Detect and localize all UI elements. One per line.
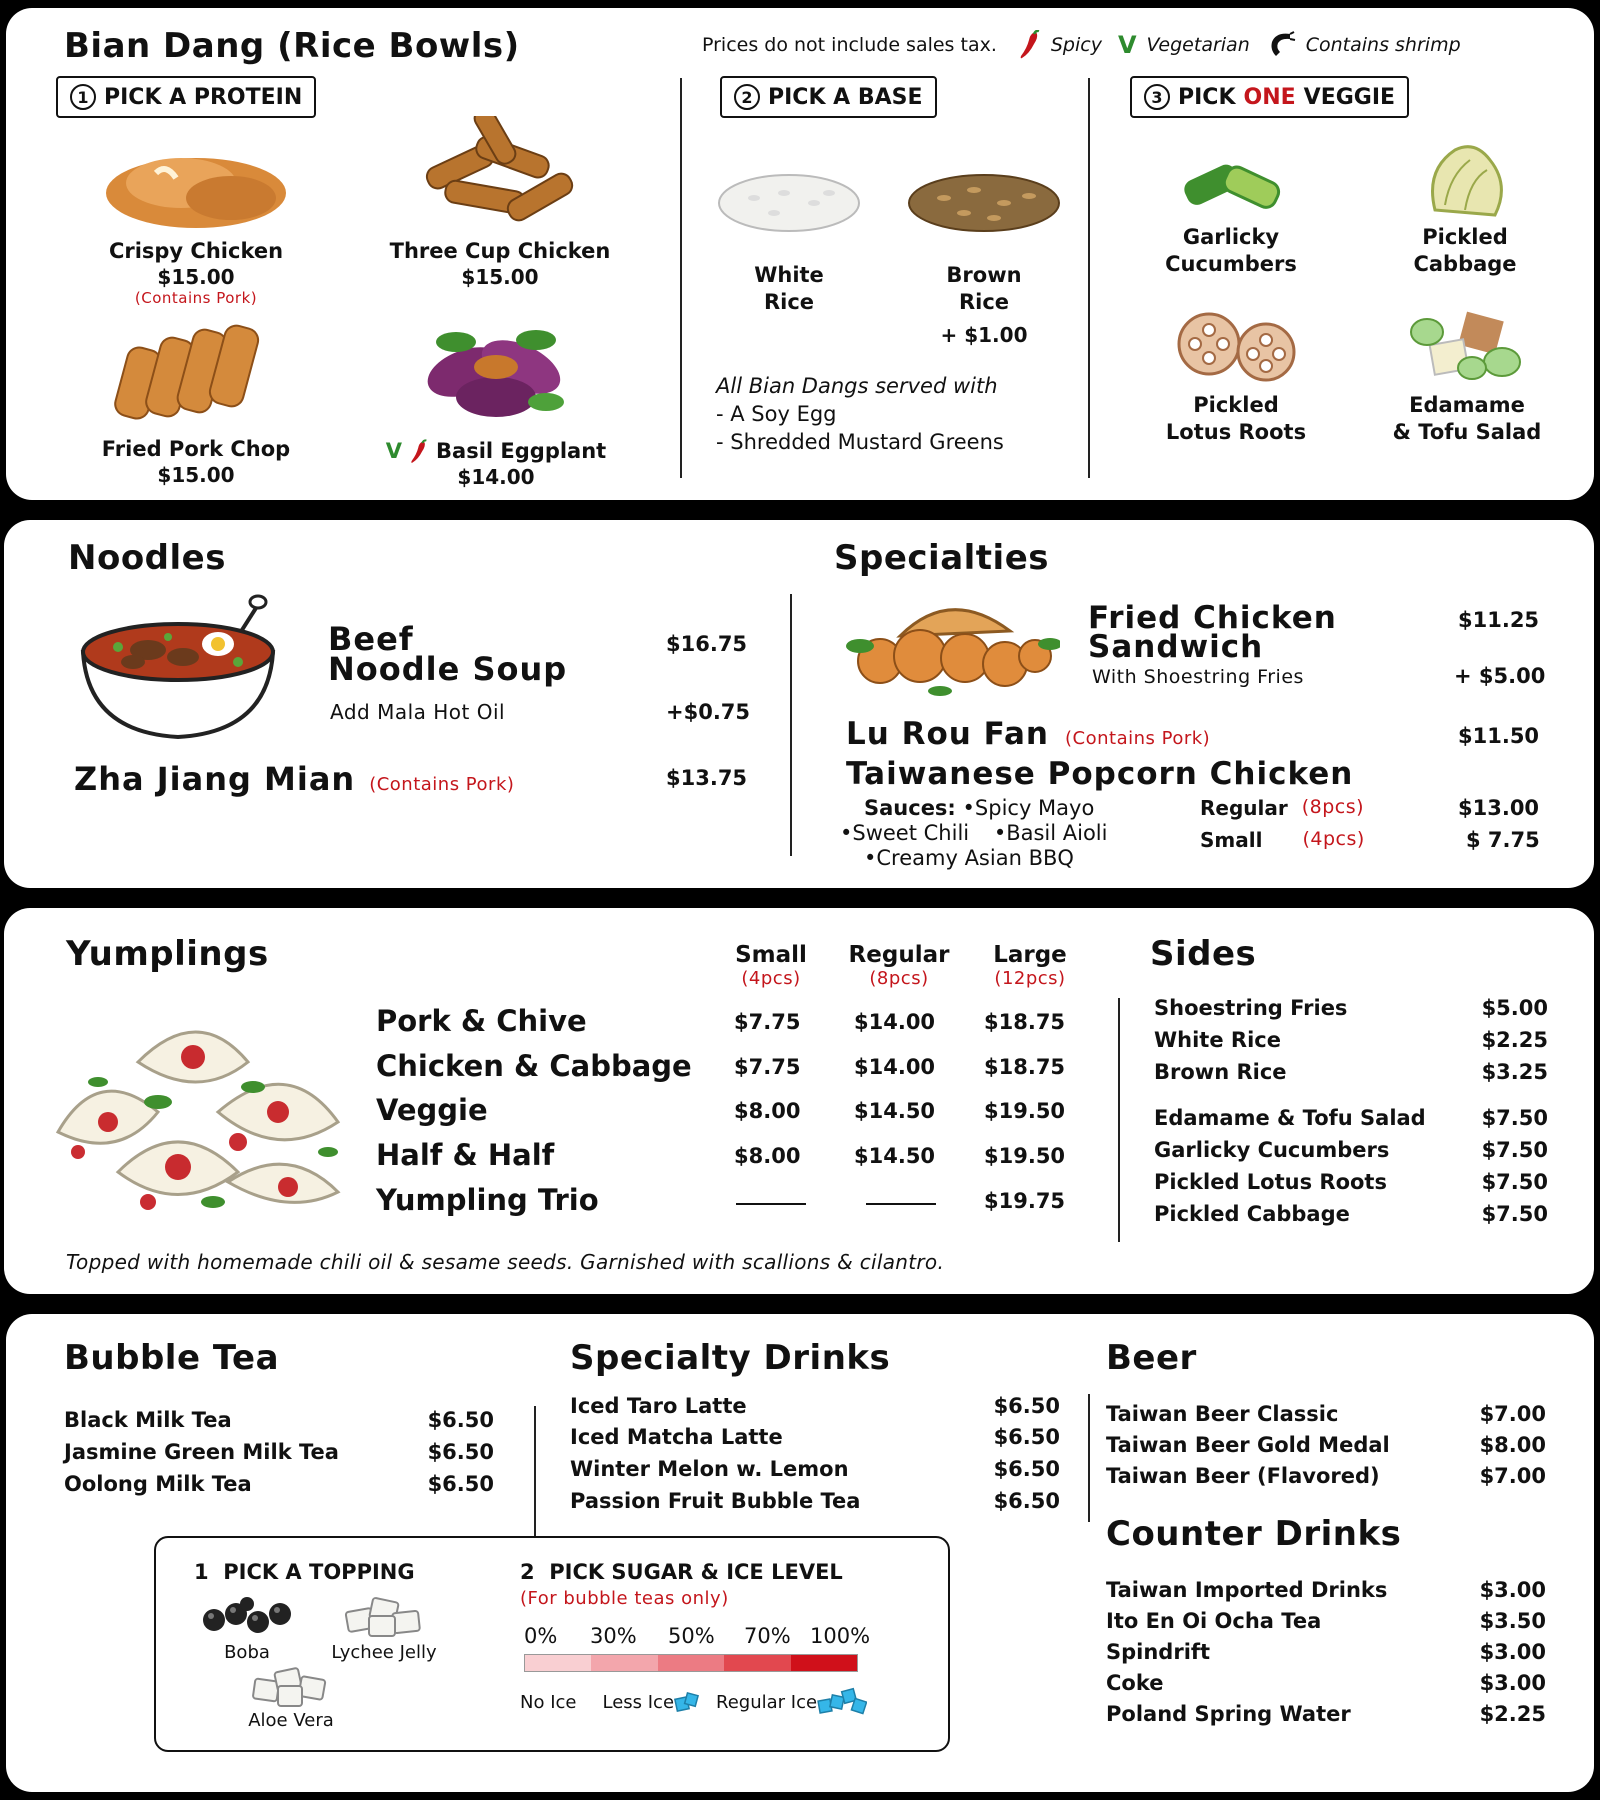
drink-price: $8.00: [1479, 1433, 1546, 1457]
drink-price: $6.50: [993, 1394, 1060, 1418]
lu-rou-fan-price: $11.50: [1458, 724, 1540, 748]
drink-item[interactable]: [1106, 1402, 1546, 1426]
dish-name-line: Beef: [328, 620, 414, 658]
protein-name: Three Cup Chicken: [389, 239, 611, 263]
topping-aloe-vera[interactable]: [236, 1664, 346, 1731]
fried-chicken-sandwich-name[interactable]: [1088, 600, 1337, 665]
price-unavailable-dash: [736, 1203, 806, 1205]
side-price: $3.25: [1481, 1060, 1548, 1084]
step-label: VEGGIE: [1303, 84, 1396, 110]
counter-drinks-title: Counter Drinks: [1106, 1514, 1402, 1554]
size-count: (8pcs): [869, 968, 929, 989]
basil-eggplant-image: [406, 312, 586, 430]
sauces-label: Sauces:: [864, 796, 956, 820]
step-label: PICK: [1178, 84, 1236, 110]
dish-name: Lu Rou Fan: [846, 716, 1049, 752]
noodle-soup-icon: [78, 592, 288, 742]
yumpling-name: Chicken & Cabbage: [376, 1049, 692, 1083]
price-small: $7.75: [734, 1010, 801, 1034]
sugar-level-label: 0%: [524, 1624, 558, 1648]
price-regular: $14.00: [854, 1010, 936, 1034]
side-price: $7.50: [1481, 1138, 1548, 1162]
ice-cubes-icon: [817, 1686, 867, 1718]
side-name: Garlicky Cucumbers: [1154, 1138, 1390, 1162]
side-item[interactable]: [1154, 996, 1548, 1020]
size-name: Large: [993, 942, 1067, 968]
aloe-vera-icon: [246, 1664, 336, 1708]
fried-chicken-sandwich-price: $11.25: [1458, 608, 1540, 632]
drink-name: Ito En Oi Ocha Tea: [1106, 1609, 1322, 1633]
cabbage-image: [1415, 140, 1515, 224]
size-name: Regular: [848, 942, 950, 968]
sugar-segment[interactable]: [525, 1655, 591, 1671]
drink-name: Iced Matcha Latte: [570, 1425, 783, 1449]
base-white-rice[interactable]: [714, 158, 864, 317]
popcorn-small-price: $ 7.75: [1466, 828, 1540, 852]
size-count: (12pcs): [994, 968, 1066, 989]
drink-name: Passion Fruit Bubble Tea: [570, 1489, 861, 1513]
beef-noodle-soup-name[interactable]: [328, 620, 568, 688]
drink-price: $3.00: [1479, 1671, 1546, 1695]
fried-pork-chop-image: [111, 318, 281, 428]
protein-price: $14.00: [457, 465, 535, 490]
drink-item[interactable]: [1106, 1578, 1546, 1602]
dish-name-line: Sandwich: [1088, 629, 1264, 665]
price-unavailable-dash: [866, 1203, 936, 1205]
ice-less[interactable]: Less Ice: [602, 1691, 675, 1713]
side-price: $7.50: [1481, 1170, 1548, 1194]
divider: [1118, 998, 1120, 1242]
divider: [1088, 78, 1090, 478]
yumplings-sides-card: [4, 908, 1594, 1294]
sugar-segment[interactable]: [791, 1655, 857, 1671]
side-name: White Rice: [1154, 1028, 1281, 1052]
topping-lychee-jelly[interactable]: [314, 1594, 454, 1663]
beef-noodle-soup-price: $16.75: [666, 632, 748, 656]
size-count: (8pcs): [1301, 796, 1365, 818]
sugar-level-label: 30%: [590, 1624, 637, 1648]
price-large: $19.75: [984, 1189, 1066, 1213]
shoestring-fries-price: + $5.00: [1454, 664, 1546, 688]
topping-title: 1 PICK A TOPPING: [194, 1560, 415, 1584]
price-regular: $14.00: [854, 1055, 936, 1079]
veggie-pickled-lotus-roots[interactable]: [1136, 308, 1336, 447]
veggie-line1: Pickled: [1193, 393, 1279, 417]
white-rice-image: [714, 158, 864, 238]
drink-price: $3.00: [1479, 1578, 1546, 1602]
legend-spicy: Spicy: [1050, 34, 1102, 56]
veggie-line2: & Tofu Salad: [1392, 420, 1542, 445]
side-item[interactable]: [1154, 1138, 1548, 1162]
size-label: Small: [1200, 828, 1263, 852]
sides-title: Sides: [1150, 934, 1257, 974]
sugar-segment[interactable]: [658, 1655, 724, 1671]
shrimp-icon: [1266, 30, 1296, 60]
veggie-line2: Lotus Roots: [1165, 420, 1307, 445]
lotus-root-image: [1171, 308, 1301, 386]
protein-name-row: [346, 438, 646, 465]
served-with-item: - A Soy Egg: [716, 402, 837, 426]
veggie-garlicky-cucumbers[interactable]: [1136, 144, 1326, 279]
drink-name: Spindrift: [1106, 1640, 1211, 1664]
yumpling-row[interactable]: [376, 1138, 1116, 1178]
drinks-card: [6, 1314, 1594, 1792]
ice-levels: [520, 1686, 867, 1718]
side-name: Edamame & Tofu Salad: [1154, 1106, 1426, 1130]
step-pick-base: [720, 76, 937, 118]
price-small: $8.00: [734, 1099, 801, 1123]
size-header-small: [716, 942, 826, 989]
drink-price: $3.00: [1479, 1640, 1546, 1664]
mala-oil-price: +$0.75: [666, 700, 751, 724]
drink-name: Taiwan Beer Gold Medal: [1106, 1433, 1390, 1457]
price-regular: $14.50: [854, 1099, 936, 1123]
sauce-option[interactable]: •Spicy Mayo: [962, 796, 1095, 820]
sugar-level-label: 70%: [744, 1624, 791, 1648]
drink-price: $2.25: [1479, 1702, 1546, 1726]
side-name: Brown Rice: [1154, 1060, 1287, 1084]
dish-name: Zha Jiang Mian: [74, 760, 356, 798]
base-line2: Rice: [763, 290, 815, 315]
chili-pepper-icon: [410, 439, 428, 465]
veggie-line1: Edamame: [1409, 393, 1525, 417]
yumplings-footnote: Topped with homemade chili oil & sesame seeds. Garnished with scallions & cilantro.: [66, 1250, 945, 1274]
drink-item[interactable]: [570, 1457, 1060, 1481]
side-item[interactable]: [1154, 1202, 1548, 1226]
sauce-option[interactable]: •Creamy Asian BBQ: [864, 846, 1074, 870]
zha-jiang-mian-price: $13.75: [666, 766, 748, 790]
drink-price: $7.00: [1479, 1464, 1546, 1488]
drink-price: $6.50: [427, 1472, 494, 1496]
veggie-line2: Cabbage: [1413, 252, 1517, 277]
size-label: Regular: [1200, 796, 1288, 820]
dish-name-line: Fried Chicken: [1088, 600, 1337, 636]
ice-cube-icon: [674, 1690, 700, 1714]
lu-rou-fan[interactable]: [846, 716, 1210, 752]
tax-note: Prices do not include sales tax.: [702, 34, 997, 56]
price-small: $8.00: [734, 1144, 801, 1168]
popcorn-regular[interactable]: [1200, 796, 1364, 820]
side-price: $2.25: [1481, 1028, 1548, 1052]
veggie-line1: Garlicky: [1182, 225, 1280, 249]
ice-regular[interactable]: Regular Ice: [716, 1691, 818, 1713]
drink-item[interactable]: [64, 1408, 494, 1432]
price-large: $18.75: [984, 1055, 1066, 1079]
shoestring-fries-addon[interactable]: With Shoestring Fries: [1092, 666, 1304, 688]
side-item[interactable]: [1154, 1028, 1548, 1052]
bian-dang-title: Bian Dang (Rice Bowls): [64, 26, 520, 66]
beer-title: Beer: [1106, 1338, 1197, 1378]
base-line1: White: [754, 263, 824, 287]
drink-item[interactable]: [570, 1425, 1060, 1449]
base-line2: Rice: [958, 290, 1010, 315]
sauce-option[interactable]: •Sweet Chili: [840, 821, 970, 845]
sugar-note: (For bubble teas only): [520, 1588, 729, 1609]
yumpling-row[interactable]: [376, 1049, 1116, 1089]
brown-rice-image: [904, 158, 1064, 238]
vegetarian-mark: V: [385, 439, 403, 463]
protein-price: $15.00: [157, 265, 235, 290]
served-with-item: - Shredded Mustard Greens: [716, 430, 1004, 454]
side-name: Pickled Lotus Roots: [1154, 1170, 1387, 1194]
drink-name: Taiwan Imported Drinks: [1106, 1578, 1388, 1602]
veggie-pickled-cabbage[interactable]: [1370, 140, 1560, 279]
legend-shrimp: Contains shrimp: [1305, 34, 1461, 56]
step-number: 1: [70, 84, 96, 110]
protein-three-cup-chicken[interactable]: [370, 116, 630, 289]
protein-price: $15.00: [157, 463, 235, 488]
drink-price: $3.50: [1479, 1609, 1546, 1633]
noodles-title: Noodles: [68, 538, 226, 578]
drink-name: Taiwan Beer Classic: [1106, 1402, 1339, 1426]
sauce-line: [840, 846, 1107, 871]
yumplings-title: Yumplings: [66, 934, 269, 974]
yumpling-row[interactable]: [376, 1183, 1116, 1223]
drink-item[interactable]: [1106, 1671, 1546, 1695]
dish-name-line: Noodle Soup: [328, 650, 568, 688]
side-price: $5.00: [1481, 996, 1548, 1020]
drink-item[interactable]: [1106, 1464, 1546, 1488]
lychee-jelly-icon: [339, 1594, 429, 1640]
side-item[interactable]: [1154, 1170, 1548, 1194]
yumpling-name: Yumpling Trio: [376, 1183, 599, 1217]
divider: [680, 78, 682, 478]
protein-basil-eggplant[interactable]: [346, 312, 646, 489]
specialty-drinks-title: Specialty Drinks: [570, 1338, 891, 1378]
drink-price: $6.50: [993, 1489, 1060, 1513]
specialties-title: Specialties: [834, 538, 1049, 578]
legend: [702, 30, 1461, 60]
sugar-title: 2 PICK SUGAR & ICE LEVEL: [520, 1560, 843, 1584]
three-cup-chicken-image: [405, 116, 595, 238]
drink-price: $6.50: [427, 1440, 494, 1464]
sauce-line: [840, 821, 1107, 846]
zha-jiang-mian[interactable]: [74, 760, 514, 798]
chicken-sandwich-image: [840, 586, 1060, 706]
mala-oil-addon[interactable]: Add Mala Hot Oil: [330, 700, 506, 724]
veggie-line2: Cucumbers: [1165, 252, 1297, 277]
yumpling-name: Pork & Chive: [376, 1004, 587, 1038]
drink-price: $6.50: [993, 1457, 1060, 1481]
yumpling-name: Half & Half: [376, 1138, 555, 1172]
drink-item[interactable]: [64, 1472, 494, 1496]
bubble-tea-title: Bubble Tea: [64, 1338, 280, 1378]
drink-name: Taiwan Beer (Flavored): [1106, 1464, 1380, 1488]
ice-none[interactable]: No Ice: [520, 1691, 577, 1713]
topping-boba[interactable]: [192, 1596, 302, 1663]
yumpling-row[interactable]: [376, 1004, 1116, 1044]
base-brown-rice[interactable]: [904, 158, 1064, 347]
veggie-line1: Pickled: [1422, 225, 1508, 249]
base-extra-price: + $1.00: [940, 322, 1028, 347]
crispy-chicken-image: [96, 128, 296, 238]
sugar-segment[interactable]: [591, 1655, 657, 1671]
sauce-option[interactable]: •Basil Aioli: [993, 821, 1108, 845]
drink-name: Coke: [1106, 1671, 1164, 1695]
popcorn-chicken-name[interactable]: Taiwanese Popcorn Chicken: [846, 756, 1354, 792]
step-label: PICK A BASE: [768, 84, 923, 110]
dish-note: (Contains Pork): [369, 774, 515, 795]
drink-name: Winter Melon w. Lemon: [570, 1457, 849, 1481]
dish-note: (Contains Pork): [1065, 728, 1211, 749]
served-with: [716, 372, 1004, 456]
yumpling-row[interactable]: [376, 1093, 1116, 1133]
noodles-specialties-card: [4, 520, 1594, 888]
drink-item[interactable]: [1106, 1609, 1546, 1633]
chili-pepper-icon: [1019, 30, 1041, 60]
sugar-level-labels: [524, 1624, 880, 1650]
drink-item[interactable]: [570, 1394, 1060, 1418]
topping-label: Lychee Jelly: [331, 1642, 437, 1663]
side-name: Pickled Cabbage: [1154, 1202, 1350, 1226]
sauces: [840, 796, 1107, 871]
protein-name: Fried Pork Chop: [101, 437, 291, 461]
popcorn-regular-price: $13.00: [1458, 796, 1540, 820]
side-price: $7.50: [1481, 1106, 1548, 1130]
dumplings-image: [38, 1002, 358, 1222]
topping-label: Boba: [224, 1642, 270, 1663]
sauce-line: [840, 796, 1107, 821]
size-header-regular: [834, 942, 964, 989]
protein-crispy-chicken[interactable]: [66, 128, 326, 307]
step-label: PICK A PROTEIN: [104, 84, 303, 110]
legend-vegetarian: Vegetarian: [1146, 34, 1250, 56]
sugar-level-label: 50%: [668, 1624, 715, 1648]
size-count: (4pcs): [741, 968, 801, 989]
protein-note: (Contains Pork): [134, 289, 258, 308]
step-pick-protein: [56, 76, 316, 118]
drink-price: $6.50: [427, 1408, 494, 1432]
side-price: $7.50: [1481, 1202, 1548, 1226]
edamame-tofu-image: [1402, 308, 1532, 386]
drink-name: Jasmine Green Milk Tea: [64, 1440, 339, 1464]
side-item[interactable]: [1154, 1060, 1548, 1084]
protein-name: Basil Eggplant: [436, 439, 607, 463]
yumpling-name: Veggie: [376, 1093, 488, 1127]
drink-name: Black Milk Tea: [64, 1408, 232, 1432]
sugar-level-label: 100%: [810, 1624, 871, 1648]
veggie-edamame-tofu-salad[interactable]: [1362, 308, 1572, 447]
protein-fried-pork-chop[interactable]: [66, 318, 326, 487]
served-with-title: All Bian Dangs served with: [716, 374, 998, 398]
cucumber-image: [1176, 144, 1286, 224]
price-large: $19.50: [984, 1099, 1066, 1123]
topping-label: Aloe Vera: [248, 1710, 334, 1731]
side-item[interactable]: [1154, 1106, 1548, 1130]
popcorn-small[interactable]: [1200, 828, 1365, 852]
base-line1: Brown: [946, 263, 1022, 287]
tea-options-box: [154, 1536, 950, 1752]
step-number: 3: [1144, 84, 1170, 110]
step-pick-veggie: [1130, 76, 1409, 118]
price-large: $19.50: [984, 1144, 1066, 1168]
protein-name: Crispy Chicken: [108, 239, 284, 263]
drink-item[interactable]: [64, 1440, 494, 1464]
drink-item[interactable]: [1106, 1433, 1546, 1457]
drink-name: Oolong Milk Tea: [64, 1472, 252, 1496]
vegetarian-mark: V: [1117, 31, 1137, 59]
sugar-segment[interactable]: [724, 1655, 790, 1671]
drink-name: Iced Taro Latte: [570, 1394, 747, 1418]
bian-dang-card: [6, 8, 1594, 500]
divider: [534, 1406, 536, 1536]
protein-price: $15.00: [461, 265, 539, 290]
step-label-emphasis: ONE: [1243, 84, 1296, 110]
price-small: $7.75: [734, 1055, 801, 1079]
side-name: Shoestring Fries: [1154, 996, 1348, 1020]
price-large: $18.75: [984, 1010, 1066, 1034]
size-count: (4pcs): [1302, 828, 1365, 850]
drink-item[interactable]: [1106, 1640, 1546, 1664]
step-number: 2: [734, 84, 760, 110]
drink-price: $7.00: [1479, 1402, 1546, 1426]
drink-name: Poland Spring Water: [1106, 1702, 1351, 1726]
drink-item[interactable]: [1106, 1702, 1546, 1726]
drink-price: $6.50: [993, 1425, 1060, 1449]
drink-item[interactable]: [570, 1489, 1060, 1513]
size-header-large: [970, 942, 1090, 989]
size-name: Small: [735, 942, 807, 968]
sugar-level-bar[interactable]: [524, 1654, 858, 1672]
divider: [790, 594, 792, 856]
divider: [1088, 1394, 1090, 1522]
boba-icon: [200, 1596, 294, 1636]
price-regular: $14.50: [854, 1144, 936, 1168]
